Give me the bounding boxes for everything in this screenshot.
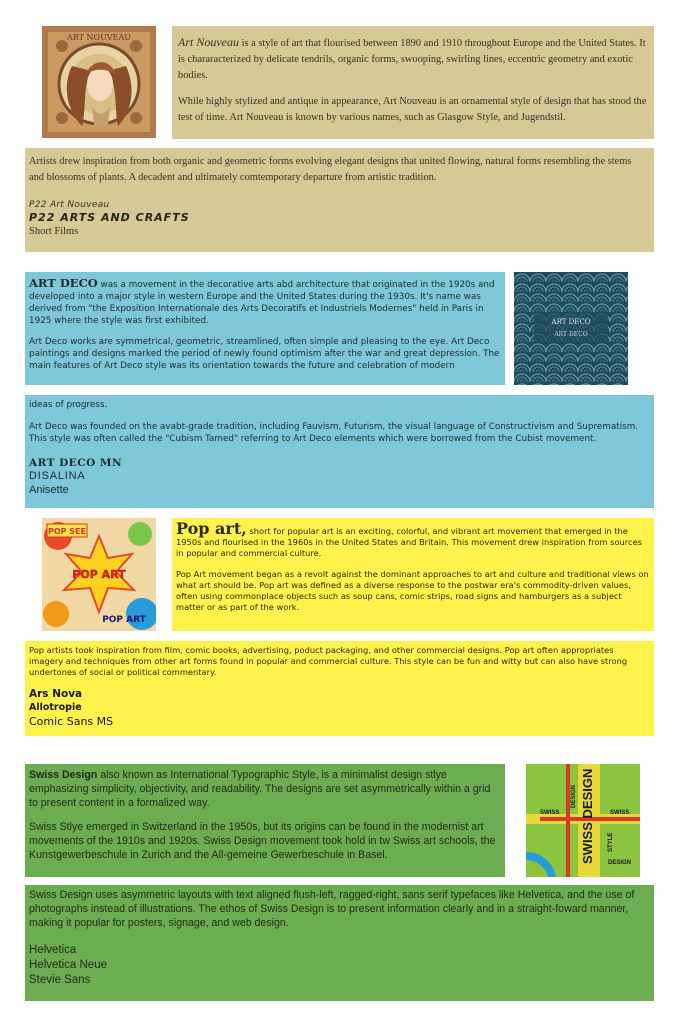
art-deco-paragraph-1: ART DECO was a movement in the decorative arts abd architecture that originated in the 1920s and developed into a major style in western Europe and the United States during the 1930s. It's name was derived from "the Exposition Internationale des Arts Decoratifs et Industriels Modernes" held in Paris in 1925 where the style was first exhibited. [29, 276, 495, 326]
pop-art-paragraph-1: Pop art, short for popular art is an exciting, colorful, and vibrant art movement that emerged in the 1950s and flourised in the 1960s in the United States and Britain. This movement drew inspiration from sources in popular and commercial culture. [176, 519, 642, 558]
font-p22-art-nouveau: P22 Art Nouveau [29, 200, 110, 210]
art-deco-image-line-2: ART DECO [554, 331, 588, 338]
art-nouveau-image-title: ART NOUVEAU [67, 33, 131, 42]
art-deco-paragraph-2-continued: ideas of progress. [29, 400, 108, 410]
pop-art-continuation-box [25, 641, 654, 736]
swiss-design-continuation-box [25, 885, 654, 1001]
art-nouveau-paragraph-2: While highly stylized and antique in appearance, Art Nouveau is an ornamental style of design that has stood the test of time. Art Nouveau is known by various names, such as Glasgow Style, and Jugendstil. [178, 96, 647, 123]
art-deco-paragraph-3: Art Deco was founded on the avabt-grade tradition, including Fauvism, Futurism, the visual language of Constructivism and Suprematism. This style was often called the "Cubism Tamed" referring to Art Deco elements which were borrowed from the Cubist movement. [29, 422, 639, 444]
font-anisette: Anisette [29, 484, 69, 496]
swiss-design-title: Swiss Design [29, 769, 98, 781]
swiss-image-design: DESIGN [608, 860, 632, 866]
swiss-design-paragraph-2: Swiss Stlye emerged in Switzerland in the 1950s, but its origins can be found in the modernist art movements of the 1910s and 1920s. Swiss Design movement took hold in tw Swiss art schools, the Kunstgewerbeschule in Zurich and the All-gemeine Gewerbeschule in Basel. [29, 820, 496, 862]
swiss-design-intro-box [25, 764, 505, 877]
font-allotropie: Allotropie [29, 702, 82, 713]
pop-art-paragraph-2: Pop Art movement began as a revolt against the dominant approaches to art and culture and traditional views on what art should be. Pop art was defined as a diverse response to the postwar era's commodity-driven values, often using commonplace objects such as soup cans, comic strips, road signs and hamburgers as a subject matter or as part of the work. [176, 569, 649, 612]
pop-art-image-top-text: POP SEE [47, 527, 87, 536]
art-nouveau-title: Art Nouveau [178, 35, 239, 49]
font-disalina: DISALINA [29, 470, 86, 482]
art-deco-paragraph-2: Art Deco works are symmetrical, geometric, streamlined, often simple and pleasing to the eye. Art Deco paintings and designs marked the period of newly found optimism after the war and great depression. The main features of Art Deco style was its orientation towards the future and celebration of modern [29, 337, 500, 371]
art-deco-image-line-1: ART DECO [551, 318, 591, 326]
pop-art-title: Pop art, [176, 519, 247, 538]
pop-art-paragraph-3: Pop artists took inspiration from film, comic books, advertising, poduct packaging, and other commercial designs. Pop art often appropriates imagery and techniques from other art forms found in popular and commercial culture. This style can be fun and witty but can also have strong undertones of social or political commentary. [29, 645, 628, 677]
art-deco-intro-box [25, 272, 505, 385]
pop-art-image [42, 518, 156, 631]
font-stevie-sans: Stevie Sans [29, 973, 91, 986]
font-art-deco-mn: ART DECO MN [29, 457, 123, 469]
font-p22-arts-and-crafts: P22 ARTS AND CRAFTS [29, 211, 190, 224]
swiss-image-small-left: SWISS [540, 810, 560, 816]
art-deco-image [514, 272, 628, 385]
art-nouveau-font-list [29, 200, 648, 237]
pop-art-intro-box [172, 518, 654, 631]
font-short-films: Short Films [29, 226, 79, 237]
font-helvetica: Helvetica [29, 943, 77, 956]
swiss-design-image [526, 764, 640, 877]
font-comic-sans-ms: Comic Sans MS [29, 715, 114, 728]
pop-art-image-bottom-text: POP ART [102, 615, 146, 625]
swiss-image-style: STYLE [608, 832, 614, 852]
swiss-image-vertical-small: DESIGN [571, 784, 577, 808]
art-nouveau-intro-box [172, 26, 654, 139]
font-helvetica-neue: Helvetica Neue [29, 958, 107, 971]
pop-art-image-center-text: POP ART [72, 568, 126, 581]
pop-art-font-list [29, 688, 650, 728]
art-nouveau-continuation-box [25, 148, 654, 252]
art-deco-font-list [29, 457, 650, 496]
font-ars-nova: Ars Nova [29, 688, 83, 700]
swiss-image-big-text: SWISS DESIGN [580, 768, 595, 864]
swiss-image-small-right: SWISS [610, 810, 630, 816]
art-nouveau-paragraph-1: Art Nouveau is a style of art that flourised between 1890 and 1910 throughout Europe and the United States. It is chararacterized by delicate tendrils, organic forms, swooping, swirling lines, eccentric geometry and exotic bodies. [178, 35, 646, 81]
art-deco-title: ART DECO [29, 276, 98, 290]
swiss-design-font-list [29, 943, 650, 988]
art-nouveau-paragraph-3: Artists drew inspiration from both organic and geometric forms evolving elegant designs that united flowing, natural forms resembling the stems and blossoms of plants. A decadent and ultimately comtemporary departure from artistic tradition. [29, 156, 632, 183]
art-deco-continuation-box [25, 395, 654, 508]
art-nouveau-image [42, 26, 156, 138]
swiss-design-paragraph-1: Swiss Design also known as International Typographic Style, is a minimalist design stlye emphasizing simplicity, objectivity, and readability. The designs are set asymmetrically within a grid to present content in a formalized way. [29, 769, 491, 810]
swiss-design-paragraph-3: Swiss Design uses asymmetric layouts with text aligned flush-left, ragged-right, sans serif typefaces like Helvetica, and the use of photographs instead of illustrations. The ethos of Swiss Design is to present information clearly and in a straight-foward manner, making it popular for posters, signage, and web design. [29, 889, 635, 930]
